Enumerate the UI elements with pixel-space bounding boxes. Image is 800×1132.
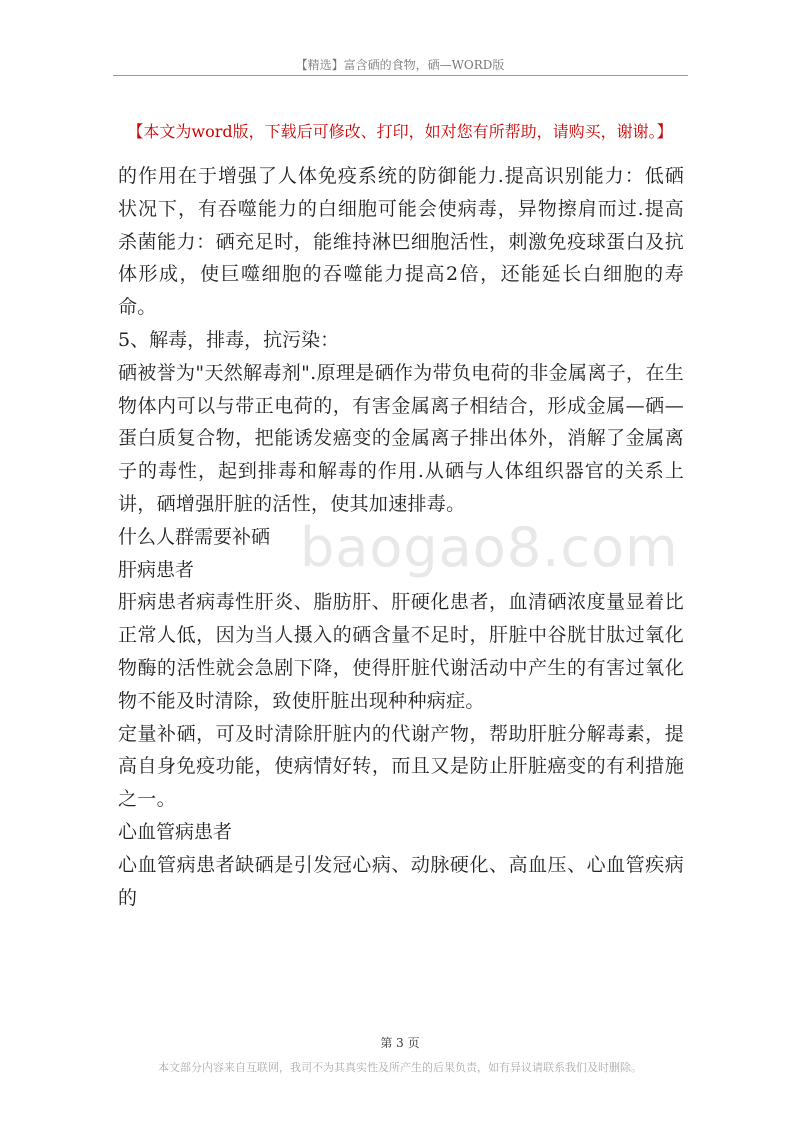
heading-cardio-patients: 心血管病患者 bbox=[118, 820, 233, 843]
paragraph-immune: 的作用在于增强了人体免疫系统的防御能力.提高识别能力：低硒状况下，有吞噬能力的白细胞可能会使病毒，异物擦肩而过.提高杀菌能力：硒充足时，能维持淋巴细胞活性，刺激免疫球蛋白及抗体形成，使巨噬细胞的吞噬能力提高2倍，还能延长白细胞的寿命。 bbox=[118, 165, 684, 319]
heading-liver-patients: 肝病患者 bbox=[118, 558, 195, 581]
paragraph-cardio: 心血管病患者缺硒是引发冠心病、动脉硬化、高血压、心血管疾病的 bbox=[118, 853, 684, 909]
heading-detox: 5、解毒，排毒，抗污染： bbox=[118, 328, 340, 351]
footer-disclaimer: 本文部分内容来自互联网，我司不为其真实性及所产生的后果负责，如有异议请联系我们及时删除。 bbox=[158, 1061, 642, 1074]
paragraph-detox: 硒被誉为"天然解毒剂".原理是硒作为带负电荷的非金属离子，在生物体内可以与带正电荷的，有害金属离子相结合，形成金属—硒—蛋白质复合物，把能诱发癌变的金属离子排出体外，消解了金属离子的毒性，起到排毒和解毒的作用.从硒与人体组织器官的关系上讲，硒增强肝脏的活性，使其加速排毒。 bbox=[118, 361, 684, 515]
paragraph-liver: 肝病患者病毒性肝炎、脂肪肝、肝硬化患者，血清硒浓度量显着比正常人低，因为当人摄入的硒含量不足时，肝脏中谷胱甘肽过氧化物酶的活性就会急剧下降，使得肝脏代谢活动中产生的有害过氧化物不能及时清除，致使肝脏出现种种病症。 bbox=[118, 591, 684, 712]
heading-who-needs-selenium: 什么人群需要补硒 bbox=[118, 525, 271, 548]
document-header: 【精选】富含硒的食物，硒—WORD版 bbox=[295, 58, 505, 72]
paragraph-supplement: 定量补硒，可及时清除肝脏内的代谢产物，帮助肝脏分解毒素，提高自身免疫功能，使病情好转，而且又是防止肝脏癌变的有利措施之一。 bbox=[118, 722, 684, 811]
header-divider bbox=[113, 75, 688, 76]
page-number: 第 3 页 bbox=[380, 1036, 420, 1050]
download-notice: 【本文为word版，下载后可修改、打印，如对您有所帮助，请购买，谢谢。】 bbox=[127, 122, 673, 141]
watermark: baogao8.com bbox=[300, 516, 679, 579]
